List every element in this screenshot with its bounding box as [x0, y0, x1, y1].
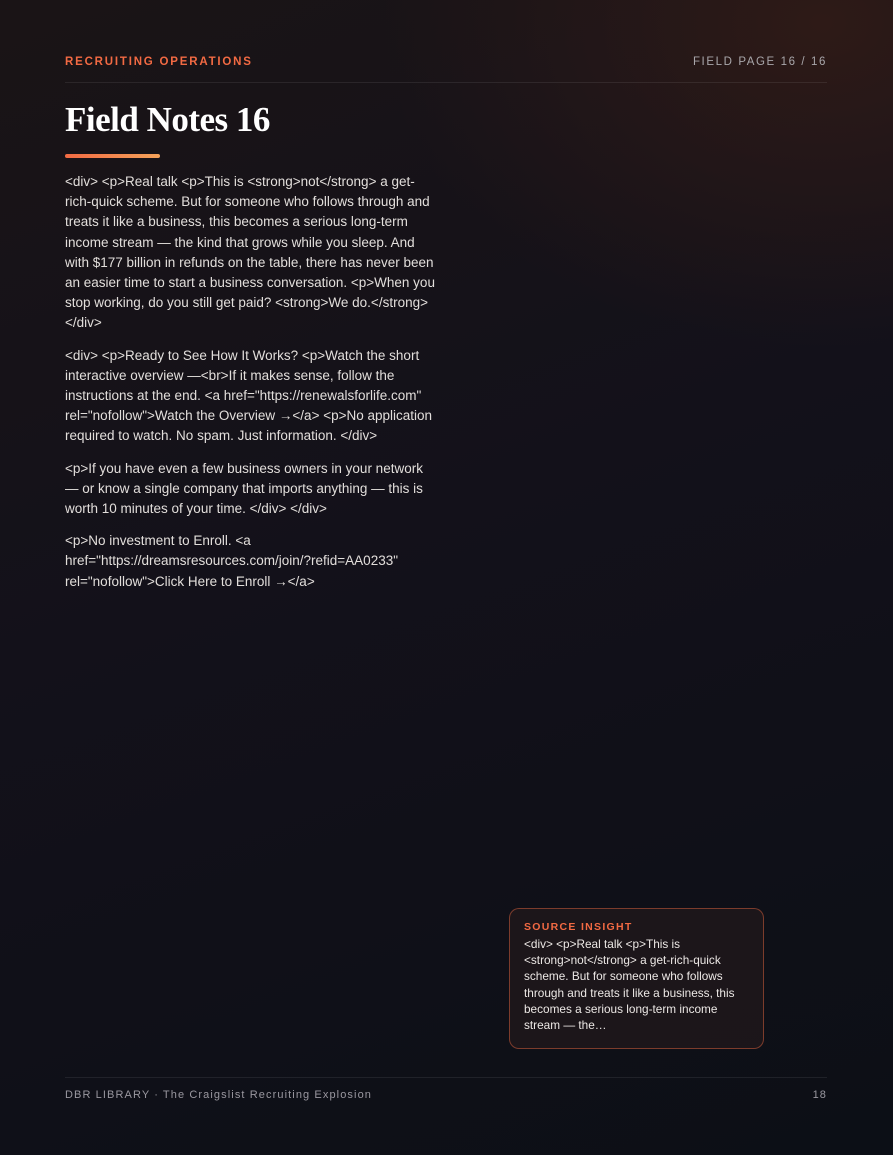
- callout-label: SOURCE INSIGHT: [524, 921, 633, 933]
- body-paragraph: <div> <p>Ready to See How It Works? <p>Watch the short interactive overview —<br>If it makes sense, follow the instructions at the end. <a href="https://renewalsforlife.com" rel="nofollow">Watch the Overview →</a> <p>No application required to watch. No spam. Just information. </div>: [65, 347, 433, 444]
- source-insight-callout: [509, 908, 764, 1049]
- footer-source: DBR LIBRARY · The Craigslist Recruiting Explosion: [65, 1089, 373, 1101]
- title-underline: [65, 154, 160, 158]
- body-paragraph: <div> <p>Real talk <p>This is <strong>not</strong> a get-rich-quick scheme. But for someone who follows through and treats it like a business, this becomes a serious long-term income stream — the kind that grows while you sleep. And with $177 billion in refunds on the table, there has never been an easier time to start a business conversation. <p>When you stop working, do you still get paid? <strong>We do.</strong> </div>: [65, 174, 435, 331]
- body-paragraph: <p>If you have even a few business owners in your network — or know a single company that imports anything — this is worth 10 minutes of your time. </div> </div>: [65, 460, 423, 517]
- footer-page-number: 18: [812, 1089, 827, 1101]
- body-paragraph: <p>No investment to Enroll. <a href="https://dreamsresources.com/join/?refid=AA0233" rel="nofollow">Click Here to Enroll →</a>: [65, 533, 399, 589]
- body-text: [65, 172, 437, 604]
- callout-text: <div> <p>Real talk <p>This is <strong>not</strong> a get-rich-quick scheme. But for someone who follows through and treats it like a business, this becomes a serious long-term income stream — the…: [524, 937, 735, 1033]
- page-indicator: FIELD PAGE 16 / 16: [692, 56, 827, 68]
- page-header: [65, 56, 827, 83]
- page-footer: [65, 1077, 827, 1108]
- section-kicker: RECRUITING OPERATIONS: [65, 56, 253, 68]
- page-title: Field Notes 16: [65, 100, 270, 139]
